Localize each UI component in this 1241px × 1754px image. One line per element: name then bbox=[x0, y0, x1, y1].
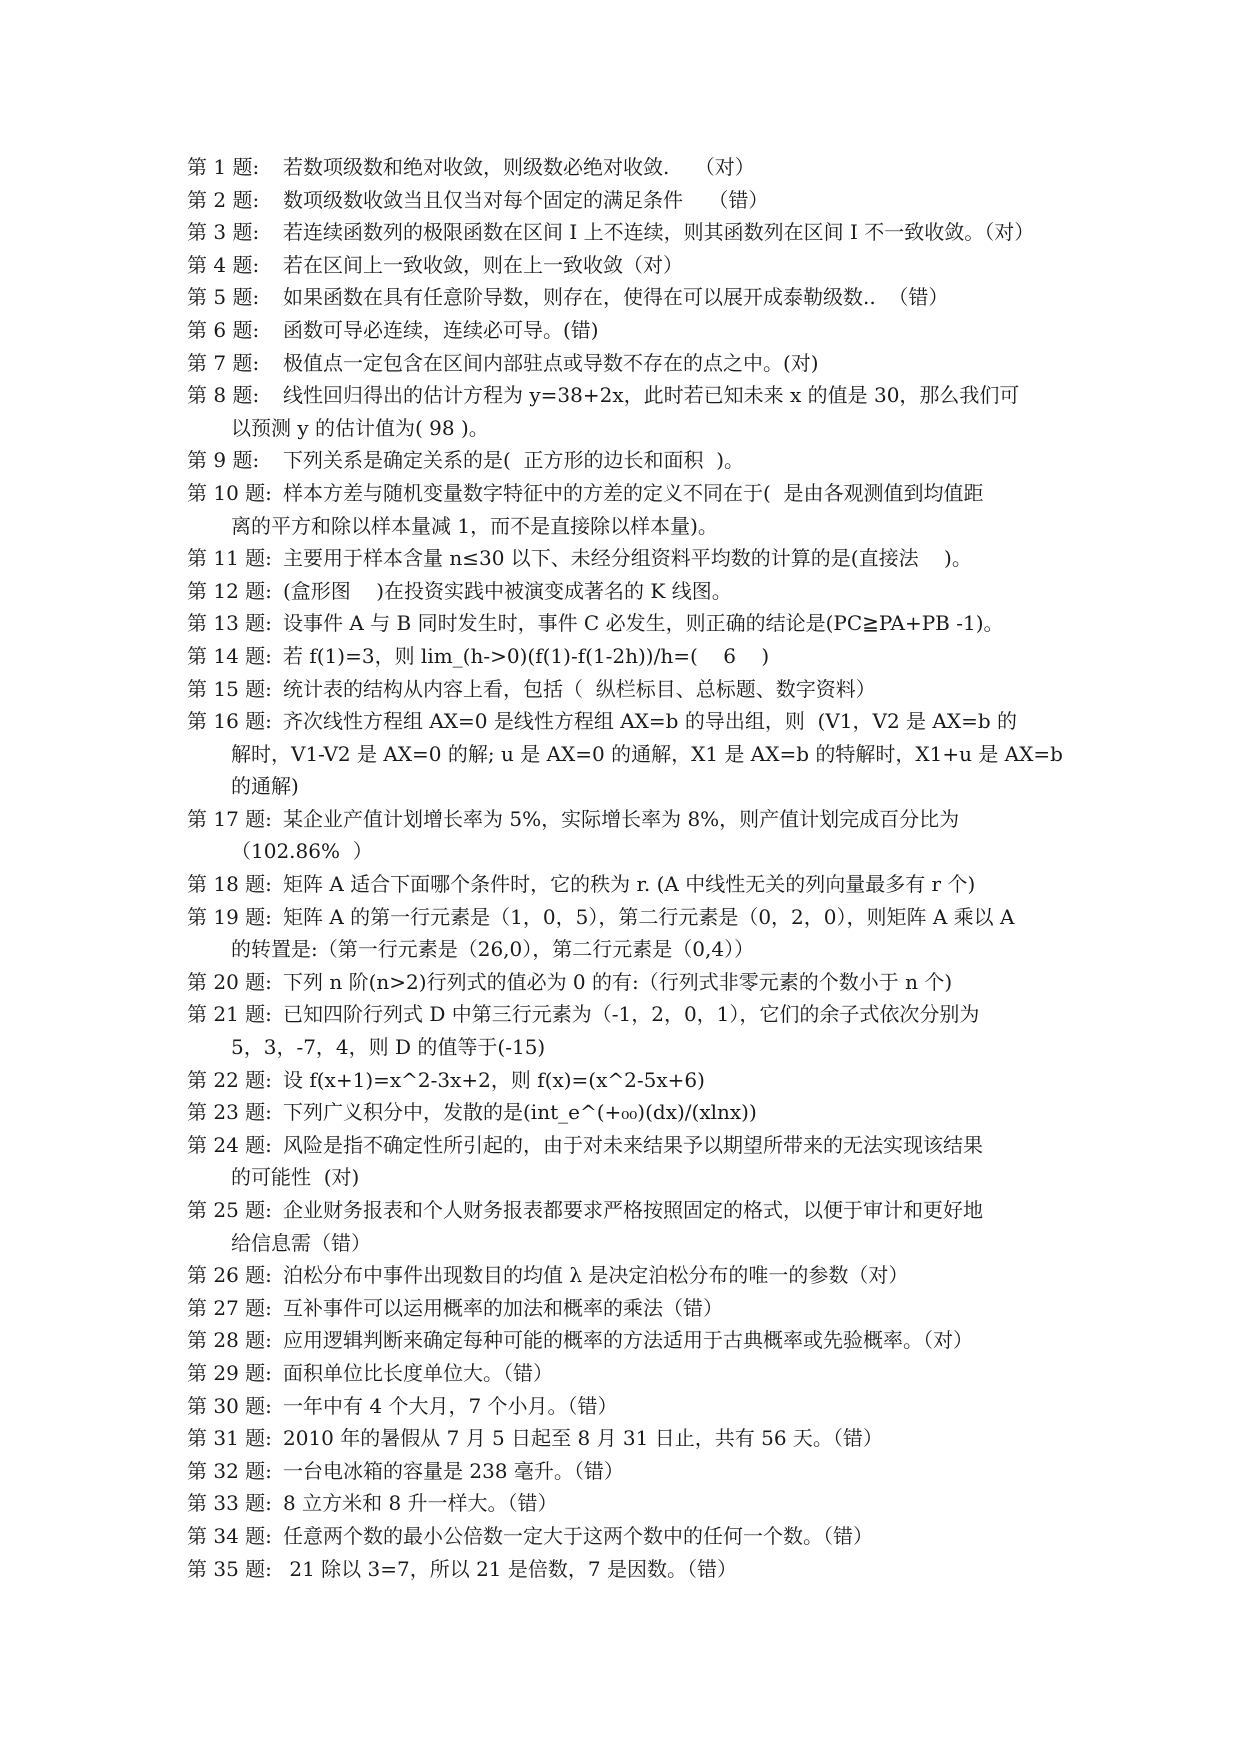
question-number: 第 34 题: bbox=[187, 1523, 272, 1548]
question-continuation-line bbox=[187, 1227, 1067, 1260]
question-item bbox=[187, 1096, 1067, 1129]
question-text: 一台电冰箱的容量是 238 毫升。（错） bbox=[283, 1458, 624, 1483]
question-text: 某企业产值计划增长率为 5%，实际增长率为 8%，则产值计划完成百分比为 bbox=[283, 806, 960, 831]
question-text: 的通解) bbox=[231, 774, 299, 799]
question-text: 已知四阶行列式 D 中第三行元素为（-1，2，0，1），它们的余子式依次分别为 bbox=[283, 1002, 980, 1027]
question-number: 第 6 题: bbox=[187, 317, 260, 342]
question-item bbox=[187, 1422, 1067, 1455]
question-number: 第 13 题: bbox=[187, 611, 272, 636]
question-number: 第 30 题: bbox=[187, 1393, 272, 1418]
question-continuation-line bbox=[187, 1031, 1067, 1064]
question-number: 第 28 题: bbox=[187, 1328, 272, 1353]
question-item bbox=[187, 1553, 1067, 1586]
question-item bbox=[187, 216, 1067, 249]
question-text: 任意两个数的最小公倍数一定大于这两个数中的任何一个数。（错） bbox=[283, 1523, 873, 1548]
question-continuation-line bbox=[187, 1161, 1067, 1194]
question-item bbox=[187, 1390, 1067, 1423]
question-text: 极值点一定包含在区间内部驻点或导数不存在的点之中。(对) bbox=[283, 350, 819, 375]
question-text: （102.86% ） bbox=[231, 839, 373, 864]
question-item bbox=[187, 249, 1067, 282]
question-text: 样本方差与随机变量数字特征中的方差的定义不同在于( 是由各观测值到均值距 bbox=[283, 480, 984, 505]
question-item bbox=[187, 705, 1067, 738]
question-number: 第 5 题: bbox=[187, 285, 260, 310]
question-item bbox=[187, 379, 1067, 412]
question-text: 若 f(1)=3，则 lim_(h->0)(f(1)-f(1-2h))/h=( 6 ) bbox=[283, 643, 770, 668]
question-text: 齐次线性方程组 AX=0 是线性方程组 AX=b 的导出组，则 (V1，V2 是 AX=b 的 bbox=[283, 709, 1018, 734]
question-item bbox=[187, 314, 1067, 347]
question-number: 第 9 题: bbox=[187, 448, 260, 473]
question-number: 第 16 题: bbox=[187, 709, 272, 734]
question-continuation-line bbox=[187, 510, 1067, 543]
question-continuation-line bbox=[187, 412, 1067, 445]
question-number: 第 35 题: bbox=[187, 1556, 272, 1581]
question-number: 第 12 题: bbox=[187, 578, 272, 603]
question-number: 第 24 题: bbox=[187, 1132, 272, 1157]
question-text: 应用逻辑判断来确定每种可能的概率的方法适用于古典概率或先验概率。（对） bbox=[283, 1328, 973, 1353]
question-item bbox=[187, 1292, 1067, 1325]
question-item bbox=[187, 1487, 1067, 1520]
question-item bbox=[187, 966, 1067, 999]
question-number: 第 23 题: bbox=[187, 1100, 272, 1125]
question-item bbox=[187, 184, 1067, 217]
question-text: 下列广义积分中，发散的是(int_e^(+₀₀)(dx)/(xlnx)) bbox=[283, 1100, 757, 1125]
question-item bbox=[187, 998, 1067, 1031]
question-text: 下列关系是确定关系的是( 正方形的边长和面积 )。 bbox=[283, 448, 745, 473]
question-number: 第 7 题: bbox=[187, 350, 260, 375]
question-number: 第 27 题: bbox=[187, 1295, 272, 1320]
question-text: 若在区间上一致收敛，则在上一致收敛（对） bbox=[283, 252, 683, 277]
question-item bbox=[187, 1194, 1067, 1227]
question-number: 第 19 题: bbox=[187, 904, 272, 929]
question-number: 第 31 题: bbox=[187, 1426, 272, 1451]
question-text: 下列 n 阶(n>2)行列式的值必为 0 的有:（行列式非零元素的个数小于 n 个) bbox=[283, 969, 953, 994]
question-number: 第 1 题: bbox=[187, 155, 260, 179]
question-text: 线性回归得出的估计方程为 y=38+2x，此时若已知未来 x 的值是 30，那么我们可 bbox=[283, 383, 1020, 408]
question-text: 面积单位比长度单位大。（错） bbox=[283, 1360, 553, 1385]
question-item bbox=[187, 444, 1067, 477]
question-item bbox=[187, 1357, 1067, 1390]
question-continuation-line bbox=[187, 770, 1067, 803]
question-text: 若数项级数和绝对收敛，则级数必绝对收敛. （对） bbox=[283, 155, 755, 179]
question-text: 5，3，-7，4，则 D 的值等于(-15) bbox=[231, 1035, 546, 1060]
question-item bbox=[187, 803, 1067, 836]
question-continuation-line bbox=[187, 835, 1067, 868]
question-text: 21 除以 3=7，所以 21 是倍数，7 是因数。（错） bbox=[283, 1556, 737, 1581]
question-text: 矩阵 A 的第一行元素是（1，0，5），第二行元素是（0，2，0），则矩阵 A 乘以 A bbox=[283, 904, 1015, 929]
question-text: 8 立方米和 8 升一样大。（错） bbox=[283, 1491, 558, 1516]
question-text: 解时，V1-V2 是 AX=0 的解; u 是 AX=0 的通解，X1 是 AX=b 的特解时，X1+u 是 AX=b bbox=[231, 741, 1063, 766]
question-number: 第 15 题: bbox=[187, 676, 272, 701]
question-continuation-line bbox=[187, 738, 1067, 771]
question-item bbox=[187, 1324, 1067, 1357]
question-item bbox=[187, 151, 1067, 184]
question-text: 互补事件可以运用概率的加法和概率的乘法（错） bbox=[283, 1295, 723, 1320]
question-text: 一年中有 4 个大月，7 个小月。（错） bbox=[283, 1393, 618, 1418]
question-text: 企业财务报表和个人财务报表都要求严格按照固定的格式，以便于审计和更好地 bbox=[283, 1198, 983, 1222]
question-text: 设事件 A 与 B 同时发生时，事件 C 必发生，则正确的结论是(PC≧PA+PB -1)。 bbox=[283, 611, 1004, 636]
question-number: 第 33 题: bbox=[187, 1491, 272, 1516]
question-number: 第 29 题: bbox=[187, 1360, 272, 1385]
question-number: 第 2 题: bbox=[187, 187, 260, 212]
question-item bbox=[187, 1520, 1067, 1553]
question-text: 如果函数在具有任意阶导数，则存在，使得在可以展开成泰勒级数.. （错） bbox=[283, 285, 949, 310]
question-number: 第 14 题: bbox=[187, 643, 272, 668]
question-text: 函数可导必连续，连续必可导。(错) bbox=[283, 317, 599, 342]
question-item bbox=[187, 281, 1067, 314]
question-number: 第 22 题: bbox=[187, 1067, 272, 1092]
question-number: 第 4 题: bbox=[187, 252, 260, 277]
question-continuation-line bbox=[187, 933, 1067, 966]
question-item bbox=[187, 542, 1067, 575]
question-text: 统计表的结构从内容上看，包括（ 纵栏标目、总标题、数字资料） bbox=[283, 676, 876, 701]
question-item bbox=[187, 1259, 1067, 1292]
question-text: 矩阵 A 适合下面哪个条件时，它的秩为 r. (A 中线性无关的列向量最多有 r 个) bbox=[283, 872, 976, 897]
question-list bbox=[187, 151, 1067, 1585]
question-text: 若连续函数列的极限函数在区间 I 上不连续，则其函数列在区间 I 不一致收敛。（对） bbox=[283, 220, 1035, 245]
question-item bbox=[187, 607, 1067, 640]
question-item bbox=[187, 640, 1067, 673]
question-item bbox=[187, 1455, 1067, 1488]
question-number: 第 18 题: bbox=[187, 872, 272, 897]
question-number: 第 10 题: bbox=[187, 480, 272, 505]
question-text: 离的平方和除以样本量减 1，而不是直接除以样本量)。 bbox=[231, 513, 718, 538]
question-number: 第 8 题: bbox=[187, 383, 260, 408]
question-text: 的转置是:（第一行元素是（26,0），第二行元素是（0,4）） bbox=[231, 937, 755, 962]
question-text: 以预测 y 的估计值为( 98 )。 bbox=[231, 415, 489, 440]
question-text: 数项级数收敛当且仅当对每个固定的满足条件 （错） bbox=[283, 187, 769, 212]
question-item bbox=[187, 347, 1067, 380]
question-text: 主要用于样本含量 n≤30 以下、未经分组资料平均数的计算的是(直接法 )。 bbox=[283, 546, 972, 571]
question-item bbox=[187, 477, 1067, 510]
question-number: 第 17 题: bbox=[187, 806, 272, 831]
question-item bbox=[187, 1064, 1067, 1097]
question-text: 2010 年的暑假从 7 月 5 日起至 8 月 31 日止，共有 56 天。（错） bbox=[283, 1426, 883, 1451]
question-number: 第 25 题: bbox=[187, 1198, 272, 1222]
question-text: 的可能性 (对) bbox=[231, 1165, 360, 1190]
question-number: 第 11 题: bbox=[187, 546, 272, 571]
question-number: 第 26 题: bbox=[187, 1263, 272, 1288]
question-text: 给信息需（错） bbox=[231, 1230, 371, 1255]
question-number: 第 3 题: bbox=[187, 220, 260, 245]
question-text: 风险是指不确定性所引起的，由于对未来结果予以期望所带来的无法实现该结果 bbox=[283, 1132, 983, 1157]
question-number: 第 21 题: bbox=[187, 1002, 272, 1027]
question-number: 第 20 题: bbox=[187, 969, 272, 994]
question-item bbox=[187, 1129, 1067, 1162]
question-item bbox=[187, 575, 1067, 608]
question-item bbox=[187, 673, 1067, 706]
question-item bbox=[187, 868, 1067, 901]
question-text: 设 f(x+1)=x^2-3x+2，则 f(x)=(x^2-5x+6) bbox=[283, 1067, 705, 1092]
question-item bbox=[187, 901, 1067, 934]
question-text: (盒形图 )在投资实践中被演变成著名的 K 线图。 bbox=[283, 578, 732, 603]
question-text: 泊松分布中事件出现数目的均值 λ 是决定泊松分布的唯一的参数（对） bbox=[283, 1263, 909, 1288]
question-number: 第 32 题: bbox=[187, 1458, 272, 1483]
